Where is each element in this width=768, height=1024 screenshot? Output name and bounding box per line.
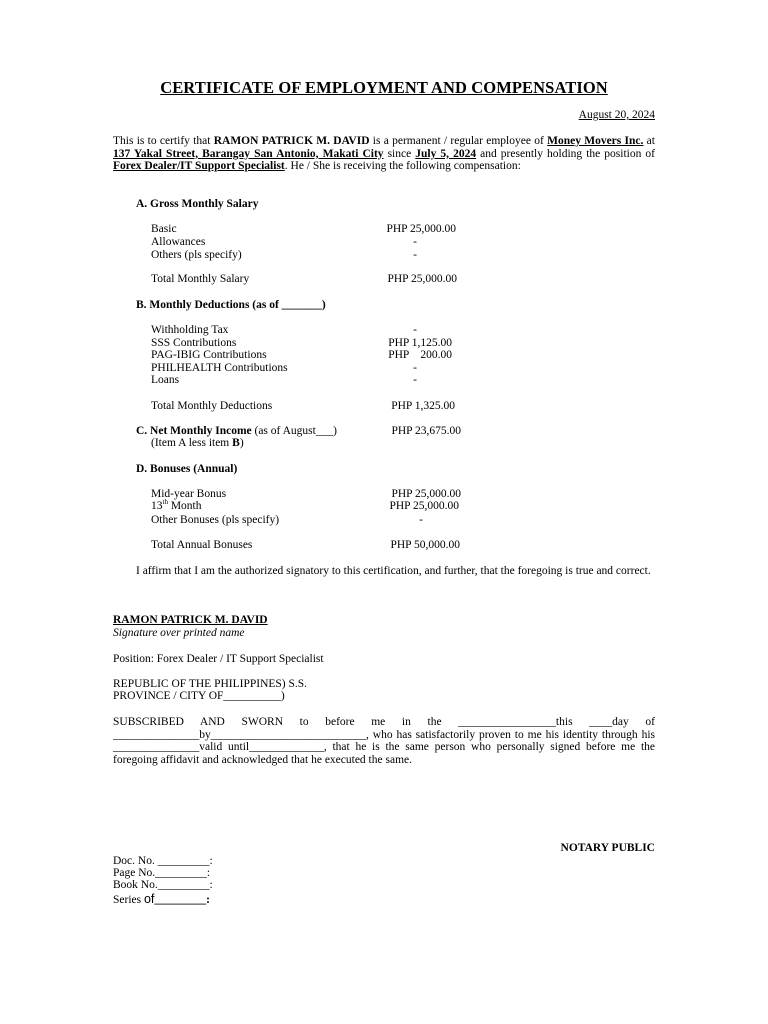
other-bonuses-label: Other Bonuses (pls specify)	[151, 514, 280, 526]
book-number: Book No._________:	[113, 879, 213, 891]
affirmation-paragraph: I affirm that I am the authorized signatory to this certification, and further, that the foregoing is true and correct.	[136, 565, 651, 577]
total-monthly-salary-label: Total Monthly Salary	[151, 273, 250, 285]
gross-salary-heading: A. Gross Monthly Salary	[136, 198, 259, 210]
jurisdiction-line-1: REPUBLIC OF THE PHILIPPINES) S.S.	[113, 678, 308, 690]
deductions-heading: B. Monthly Deductions (as of _______)	[136, 299, 326, 311]
employee-position: Forex Dealer/IT Support Specialist	[113, 160, 285, 173]
allowances-label: Allowances	[151, 236, 206, 248]
company-address: 137 Yakal Street, Barangay San Antonio, Makati City	[113, 147, 384, 160]
sss-label: SSS Contributions	[151, 337, 237, 349]
net-income-value: PHP 23,675.00	[391, 425, 461, 437]
midyear-bonus-label: Mid-year Bonus	[151, 488, 227, 500]
doc-number: Doc. No. _________:	[113, 855, 213, 867]
midyear-bonus-value: PHP 25,000.00	[391, 488, 461, 500]
others-label: Others (pls specify)	[151, 249, 242, 261]
withholding-tax-value: -	[413, 324, 417, 336]
others-value: -	[413, 249, 417, 261]
sss-value: PHP 1,125.00	[388, 337, 452, 349]
sworn-statement: SUBSCRIBED AND SWORN to before me in the _________________this ____day of _______________by___________________________, who has satisfactorily proven to me his identity through his _______________valid until_____________, that he is the same person who personally signed before me the foregoing affidavit and acknowledged that he executed the same.	[113, 716, 655, 766]
loans-label: Loans	[151, 374, 180, 386]
pagibig-value: PHP 200.00	[388, 349, 452, 361]
loans-value: -	[413, 374, 417, 386]
document-title: CERTIFICATE OF EMPLOYMENT AND COMPENSATION	[160, 78, 608, 97]
notary-public-label: NOTARY PUBLIC	[560, 842, 655, 854]
pagibig-label: PAG-IBIG Contributions	[151, 349, 267, 361]
philhealth-value: -	[413, 362, 417, 374]
other-bonuses-value: -	[419, 514, 423, 526]
total-monthly-salary-value: PHP 25,000.00	[387, 273, 457, 285]
document-date: August 20, 2024	[578, 109, 655, 121]
signatory-name: RAMON PATRICK M. DAVID	[113, 614, 268, 626]
employment-start-date: July 5, 2024	[415, 147, 477, 160]
jurisdiction-line-2: PROVINCE / CITY OF__________)	[113, 690, 285, 702]
net-income-heading: C. Net Monthly Income (as of August___)	[136, 425, 337, 437]
basic-label: Basic	[151, 223, 177, 235]
total-deductions-value: PHP 1,325.00	[391, 400, 455, 412]
page-number: Page No._________:	[113, 867, 211, 879]
month13-value: PHP 25,000.00	[389, 500, 459, 512]
month13-label: 13th Month	[151, 498, 202, 512]
signature-caption: Signature over printed name	[113, 627, 245, 639]
employee-name: RAMON PATRICK M. DAVID	[213, 135, 370, 147]
company-name: Money Movers Inc.	[547, 135, 644, 147]
series-number: Series of_________:	[113, 892, 211, 906]
net-income-note: (Item A less item B)	[151, 437, 244, 449]
bonuses-heading: D. Bonuses (Annual)	[136, 463, 238, 475]
intro-paragraph: This is to certify that RAMON PATRICK M. DAVID is a permanent / regular employee of Money Movers Inc. at 137 Yakal Street, Barangay San Antonio, Makati City since July 5, 2024 and presently holding the position of Forex Dealer/IT Support Specialist. He / She is receiving the following compensation:	[113, 135, 655, 173]
philhealth-label: PHILHEALTH Contributions	[151, 362, 288, 374]
signatory-position: Position: Forex Dealer / IT Support Specialist	[113, 653, 324, 665]
basic-value: PHP 25,000.00	[386, 223, 456, 235]
total-deductions-label: Total Monthly Deductions	[151, 400, 273, 412]
total-bonuses-value: PHP 50,000.00	[390, 539, 460, 551]
withholding-tax-label: Withholding Tax	[151, 324, 229, 336]
allowances-value: -	[413, 236, 417, 248]
total-bonuses-label: Total Annual Bonuses	[151, 539, 253, 551]
